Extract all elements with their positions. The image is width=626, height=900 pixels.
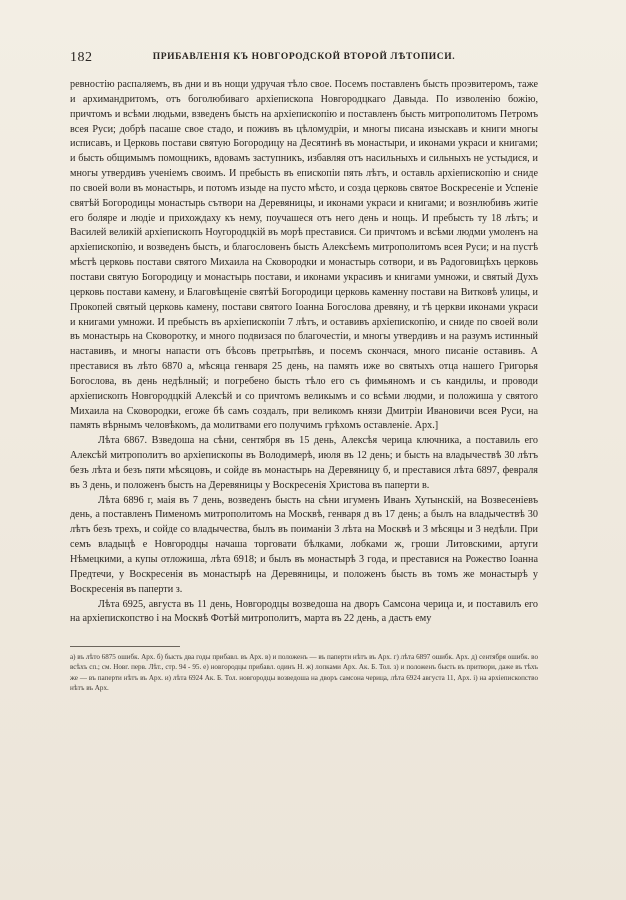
footnotes: а) въ лѣто 6875 ошибк. Арх. б) бысть два годы прибавл. въ Арх. в) и положенъ — въ паперти нѣтъ въ Арх. г) лѣта 6897 ошибк. Арх. д) сентября ошибк. во всѣхъ сп.; см. Новг. перв. Лѣт., стр. 94 - 95. е) новгородцы прибавл. одинъ Н. ж) лопками Арх. Ак. Б. Тол. з) и положенъ бысть въ притвори, даже въ тѣхъ же — въ паперти нѣтъ въ Арх. и) лѣта 6924 Ак. Б. Тол. новгородцы возведоша на дворъ самсона черица, лѣта 6924 августа 11, Арх. і) на архіепископство нѣтъ въ Арх. (70, 653, 538, 693)
main-text (70, 78, 538, 627)
paragraph-entry-6896: Лѣта 6896 г, маія въ 7 день, возведенъ бысть на сѣни игуменъ Иванъ Хутынскій, на Возвесеніевъ день, а поставленъ Пименомъ митрополитомъ на Москвѣ, генваря д въ 17 день; а былъ на владычествѣ 30 лѣтъ безъ трехъ, и сойде со владычества, былъ въ поиманіи 3 лѣта на Москвѣ и 3 мѣсяцы и 3 недѣли. При семъ владыцѣ е Новгородцы начаша торговати бѣлками, лобками ж, гроши Литовскими, артуги Нѣмецкими, а купы отложиша, лѣта 6918; и былъ въ монастырѣ 3 года, и преставися на Рожество Іоанна Предтечи, у Воскресенія въ монастырѣ на Деревяницы, и положенъ бысть въ томъ же монастырѣ у Воскресенія въ паперти з. (70, 494, 538, 595)
paragraph-continuation: ревностію распаляемъ, въ дни и въ нощи удручая тѣло свое. Посемъ поставленъ бысть проэвитеромъ, таже и архимандритомъ, отъ боголюбиваго архіепископа Новгородцкаго Давыда. По изволенію божію, причтомъ и всѣми людьми, взведенъ бысть на архіепископію и поставленъ бысть митрополитомъ Петромъ всея Руси; добрѣ пасаше свое стадо, и поживъ въ цѣломудріи, и многы писана изыскавъ и книги многы исписавъ, и Церковь постави святую Богородицу на Десятинѣ въ монастыри, и иконами украси и книгами; и бысть общимымъ помощникъ, вдовамъ заступникъ, избавляя отъ насильныхъ и сильныхъ не устыдися, и многы утвердивъ ученіемъ своимъ. И пребысть въ епископіи пять лѣтъ, и оставль архіепископію и сниде по своей воли въ монастырь, и потомъ изыде на пусто мѣсто, и созда церковь святое Воскресеніе и Успеніе святѣй Богородицы монастырь сътвори на Деревяницы, и иконами украси и книгами; и вознлюбивъ житіе его боляре и людіе и прихождаху къ нему, поучашеся отъ него день и нощь. И пребысть ту 18 лѣтъ; и Василей великій архіепископъ Ноугородцкій въ морѣ преставися. Си причтомъ и всѣми людми умоленъ на архіепископію, и возведенъ бысть, и благословенъ бысть Алексѣемъ митрополитомъ всея Руси; и на пустѣ мѣстѣ церковь постави святого Михаила на Сковородки и монастырь сотвори, и въ Радоговицѣхъ церковь постави святую Богородицу и монастырь постави, и иконами украсивъ и книгами умножи, и святый Духъ церковь постави камену, и Благовѣщеніе святѣй Богородици церковь каменну постави на Витковѣ улицы, и Прокопей святый церковь камену, постави святого Іоанна Богослова древяну, и тѣ церкви иконами украси и книгами умножи. И пребысть въ архіепископіи 7 лѣтъ, и оставивъ архіепископію, и сниде по своей воли въ монастырь на Сковоротку, и много подвизася по благочестіи, и многы утвердивъ и на разумъ истинный наставивъ, и многы напасти отъ бѣсовъ претрьпѣвъ, и посемъ скончася, много писаніе оставивъ. А преставися въ лѣто 6870 а, мѣсяца генваря 25 день, на память иже во святыхъ отца нашего Григорья Богослова, въ день недѣлный; и погребено бысть тѣло его съ фимьяномъ и съ кандилы, и проводи архіепископъ Новгородцкій Алексѣй и со причтомъ великымъ и со всѣми людми, и положиша у святого Михаила на Сковородки, егоже бѣ самъ создалъ, при великомъ князи Дмитріи Ивановичи всея Руси, на память вѣрнымъ человѣкомъ, да молитвами его получимъ грѣхомъ оставленіе. Арх.] (70, 79, 538, 432)
paragraph-entry-6867: Лѣта 6867. Взведоша на сѣни, сентября въ 15 день, Алексѣя черица ключника, а поставиль его Алексѣй митрополитъ во архіепископы въ Володимерѣ, июля въ 12 день; и бысть на владычествѣ 30 лѣтъ безъ лѣта и безъ пяти мѣсяцовъ, и сойде въ монастырь на Деревяницу б, и преставися лѣта 6897, февраля въ 3 день, и положенъ бысть на Деревяницы у Воскресенія Христова въ паперти в. (70, 435, 538, 491)
paragraph-entry-6925: Лѣта 6925, августа въ 11 день, Новгородцы возведоша на дворъ Самсона черица и, и поставилъ его на архіепископство і на Москвѣ Фотѣй митрополитъ, марта въ 22 день, а дастъ ему (70, 598, 538, 625)
running-title: ПРИБАВЛЕНІЯ КЪ НОВГОРОДСКОЙ ВТОРОЙ ЛѢТОПИСИ. (152, 52, 456, 62)
footnote-divider (70, 646, 180, 647)
page-header (70, 50, 538, 70)
page-number: 182 (70, 50, 93, 65)
